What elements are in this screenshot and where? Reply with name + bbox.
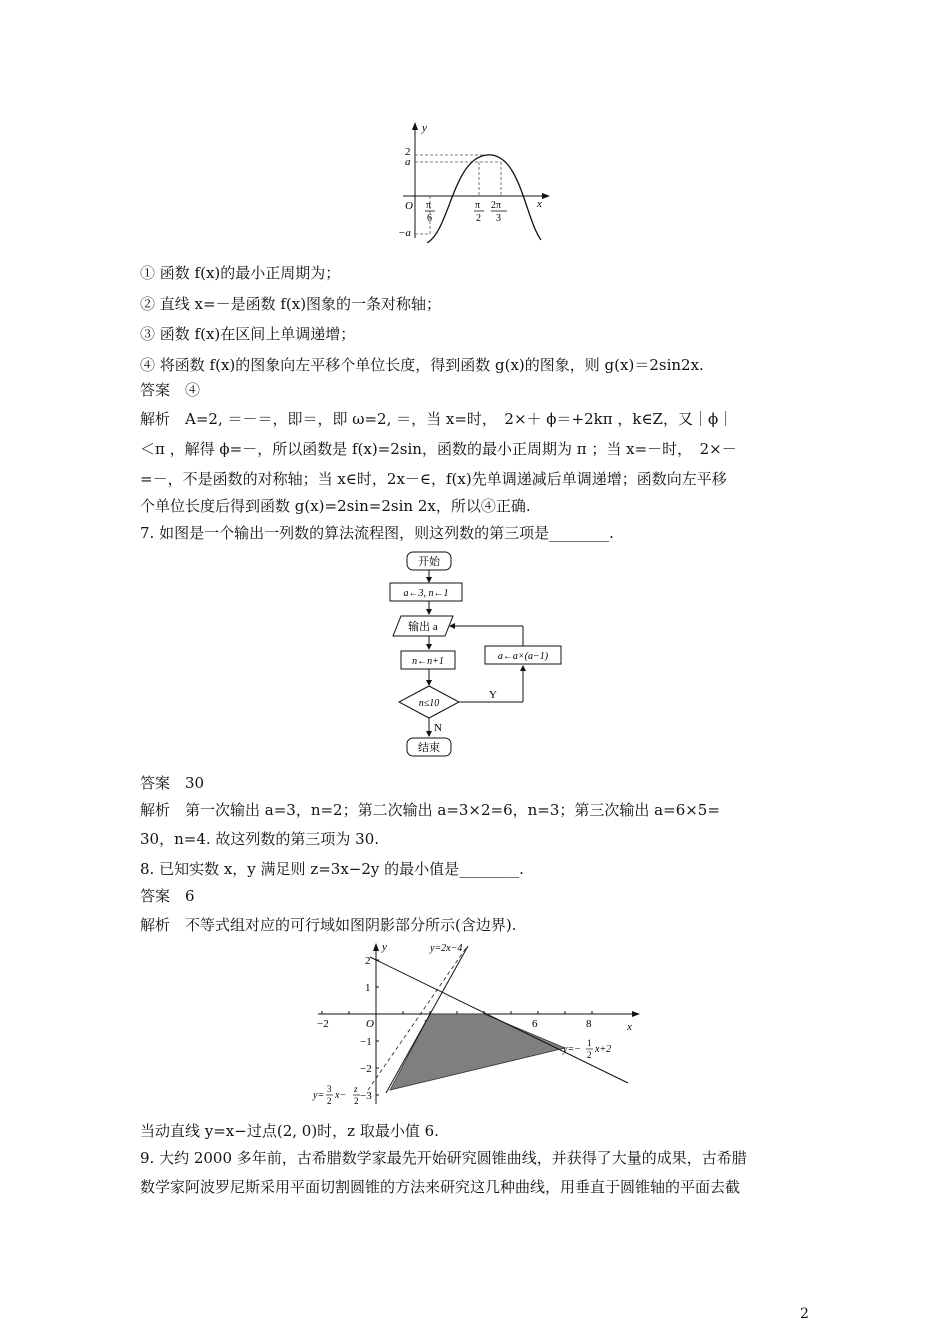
- y-tick-neg-a: −a: [398, 227, 411, 239]
- init-label: a←3, n←1: [403, 588, 449, 599]
- x-axis-label: x: [627, 1021, 632, 1033]
- x-tick-pi-2-num: π: [475, 200, 481, 211]
- statement-3: ③ 函数 f(x)在区间上单调递增；: [140, 325, 356, 343]
- flowchart: [385, 548, 575, 760]
- q6-analysis-line1: 解析 A=2, ＝－＝，即＝，即 ω=2, ＝，当 x=时， 2×＋ ϕ＝+2kπ ，k∈Z，又｜ϕ｜: [140, 410, 734, 428]
- q6-analysis-line2: ＜π ，解得 ϕ=－，所以函数是 f(x)=2sin，函数的最小正周期为 π ；当 x=－时， 2×－: [140, 440, 737, 458]
- statement-1: ① 函数 f(x)的最小正周期为；: [140, 264, 341, 282]
- line1-label: y=2x−4: [430, 943, 463, 954]
- q6-analysis-line3: =－，不是函数的对称轴；当 x∈时，2x－∈，f(x)先单调递减后单调递增；函数向左平移: [140, 470, 727, 488]
- increment-label: n←n+1: [412, 656, 444, 667]
- q9-line1: 9. 大约 2000 多年前，古希腊数学家最先开始研究圆锥曲线，并获得了大量的成果，古希腊: [140, 1149, 747, 1167]
- x-tick-pi-2-den: 2: [476, 213, 481, 224]
- q6-answer: 答案 ④: [140, 381, 201, 399]
- y-tick-2: 2: [365, 955, 371, 967]
- q8-question: 8. 已知实数 x，y 满足则 z=3x−2y 的最小值是________.: [140, 860, 524, 878]
- x-tick-2pi-3-den: 3: [496, 213, 501, 224]
- y-tick-1: 1: [365, 982, 371, 994]
- q6-analysis-line4: 个单位长度后得到函数 g(x)=2sin=2sin 2x，所以④正确.: [140, 497, 531, 515]
- q7-analysis-line2: 30，n=4. 故这列数的第三项为 30.: [140, 830, 380, 848]
- line3-coef-a-num: 3: [327, 1084, 332, 1094]
- origin-label: O: [366, 1018, 374, 1030]
- y-tick-a: a: [405, 156, 411, 168]
- statement-4: ④ 将函数 f(x)的图象向左平移个单位长度，得到函数 g(x)的图象，则 g(x)＝2sin2x.: [140, 356, 704, 374]
- x-tick-neg2: −2: [317, 1018, 329, 1030]
- page-number: 2: [800, 1306, 809, 1322]
- q9-line2: 数学家阿波罗尼斯采用平面切割圆锥的方法来研究这几种曲线，用垂直于圆锥轴的平面去截: [140, 1178, 741, 1196]
- sine-graph: [395, 118, 565, 243]
- condition-label: n≤10: [418, 698, 440, 709]
- q7-question: 7. 如图是一个输出一列数的算法流程图，则这列数的第三项是________.: [140, 524, 614, 542]
- sine-curve: [427, 155, 541, 243]
- statement-2: ② 直线 x=－是函数 f(x)图象的一条对称轴；: [140, 295, 442, 313]
- line2-label-prefix: y=−: [563, 1044, 581, 1055]
- line2-coef-den: 2: [587, 1050, 592, 1060]
- start-label: 开始: [418, 556, 440, 568]
- y-axis-label: y: [382, 941, 387, 953]
- q7-analysis-line1: 解析 第一次输出 a=3，n=2；第二次输出 a=3×2=6，n=3；第三次输出 a=6×5=: [140, 801, 720, 819]
- yes-label: Y: [489, 689, 497, 701]
- y-tick-neg1: −1: [360, 1036, 372, 1048]
- x-tick-2pi-3-num: 2π: [491, 200, 502, 211]
- line3-coef-b-num: z: [354, 1084, 358, 1094]
- line3-coef-b-den: 2: [354, 1096, 359, 1106]
- y-tick-neg3: −3: [360, 1090, 372, 1102]
- line2-coef-num: 1: [587, 1038, 592, 1048]
- y-tick-neg2: −2: [360, 1063, 372, 1075]
- no-label: N: [434, 722, 442, 734]
- line3-label-mid: x−: [335, 1090, 347, 1101]
- x-tick-pi-6-den: 6: [427, 213, 432, 224]
- line3-coef-a-den: 2: [327, 1096, 332, 1106]
- y-tick-2: 2: [405, 146, 411, 158]
- q8-answer: 答案 6: [140, 887, 195, 905]
- origin-label: O: [405, 200, 413, 212]
- q8-conclusion: 当动直线 y=x−过点(2, 0)时，z 取最小值 6.: [140, 1122, 439, 1140]
- end-label: 结束: [418, 742, 440, 754]
- output-label: 输出 a: [408, 621, 438, 633]
- x-tick-pi-6-num: π: [426, 200, 432, 211]
- y-axis-label: y: [422, 122, 427, 134]
- line2-label-suffix: x+2: [595, 1044, 612, 1055]
- feasible-region: [390, 1014, 565, 1090]
- q7-answer: 答案 30: [140, 774, 205, 792]
- update-label: a←a×(a−1): [497, 651, 549, 662]
- q8-analysis: 解析 不等式组对应的可行域如图阴影部分所示(含边界).: [140, 916, 517, 934]
- x-tick-6: 6: [532, 1018, 538, 1030]
- x-axis-label: x: [537, 198, 542, 210]
- line3-label-prefix: y=: [313, 1090, 325, 1101]
- feasible-region-graph: [310, 938, 650, 1108]
- x-tick-8: 8: [586, 1018, 592, 1030]
